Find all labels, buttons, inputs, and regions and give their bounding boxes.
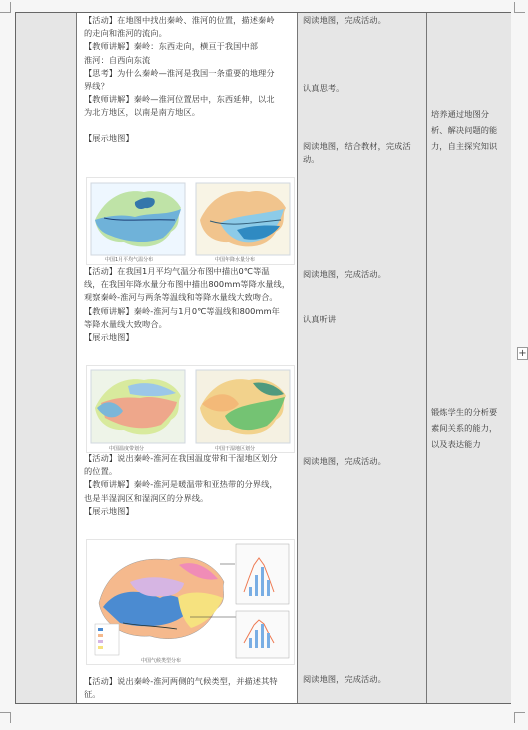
china-map-pair xyxy=(87,366,294,452)
add-comment-button[interactable]: + xyxy=(518,348,527,359)
climate-type-map xyxy=(86,539,295,665)
map-caption: 中国气候类型分布 xyxy=(141,658,182,664)
temperature-precipitation-maps xyxy=(86,177,295,265)
teaching-goal: 锻炼学生的分析要 素间关系的能力， 以及表达能力 xyxy=(431,407,498,449)
map-caption: 中国年降水量分布 xyxy=(215,257,256,263)
climate-zone-maps xyxy=(86,365,295,453)
activity-text: 【活动】在我国1月平均气温分布图中描出0℃等温 线，在我国年降水量分布图中描出800mm等降水量线， 观察秦岭-淮河与两条等温线和等降水量线大致吻合。 【教师讲解】秦岭-淮河与1月0℃等温线和800mm年 等降水量线大致吻合。 【展示地图】 xyxy=(84,266,291,343)
column-divider xyxy=(426,13,427,703)
page-corner-mark xyxy=(0,2,11,13)
student-activity: 阅读地图，完成活动。 xyxy=(303,674,386,684)
lesson-table xyxy=(15,12,511,704)
column-shade xyxy=(16,13,76,703)
student-activity: 认真思考。 xyxy=(303,83,345,93)
activity-text: 【活动】说出秦岭-淮河在我国温度带和干湿地区划分 的位置。 【教师讲解】秦岭-淮河是暖温带和亚热带的分界线， 也是半湿润区和湿润区的分界线。 【展示地图】 xyxy=(84,453,278,516)
student-activity: 阅读地图，完成活动。 xyxy=(303,15,386,25)
teaching-goal: 培养通过地图分 析、解决问题的能 力，自主探究知识 xyxy=(431,109,498,151)
student-activity: 认真听讲 xyxy=(303,314,337,324)
page-corner-mark xyxy=(514,2,525,13)
column-divider xyxy=(297,13,298,703)
column-divider xyxy=(76,13,77,703)
page-corner-mark xyxy=(514,712,525,723)
student-activity: 阅读地图，结合教材，完成活 动。 xyxy=(303,141,411,165)
map-caption: 中国1月平均气温分布 xyxy=(105,257,154,263)
student-activity: 阅读地图，完成活动。 xyxy=(303,456,386,466)
column-shade xyxy=(297,13,426,703)
page-corner-mark xyxy=(0,712,11,723)
china-climate-map xyxy=(87,540,294,664)
student-activity: 阅读地图，完成活动。 xyxy=(303,269,386,279)
activity-text: 【活动】在地图中找出秦岭、淮河的位置，描述秦岭 的走向和淮河的流向。 【教师讲解】秦岭：东西走向，横亘于我国中部 淮河：自西向东流 【思考】为什么秦岭—淮河是我国一条重要的地理分 界线？ 【教师讲解】秦岭—淮河位置居中，东西延伸，以北 为北方地区，以南是南方地区。 【展示地图】 xyxy=(84,15,275,143)
map-caption: 中国温度带划分 xyxy=(109,446,145,452)
map-caption: 中国干湿地区划分 xyxy=(215,446,256,452)
activity-text: 【活动】说出秦岭-淮河两侧的气候类型，并描述其特 征。 xyxy=(84,676,278,700)
china-map-pair xyxy=(87,178,294,264)
